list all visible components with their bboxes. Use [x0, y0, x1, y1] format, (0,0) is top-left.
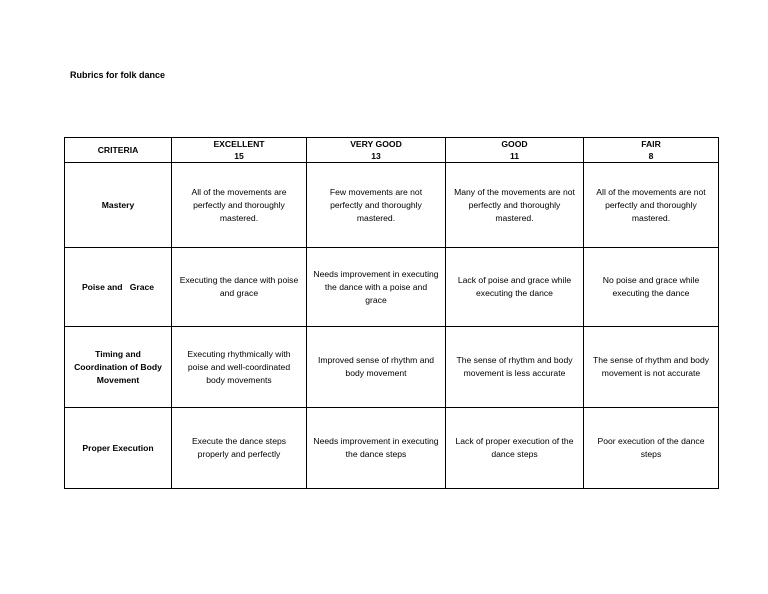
- level-header-very-good: [307, 138, 446, 163]
- criterion-text: Poise and Grace: [81, 281, 155, 292]
- rubric-cell: Needs improvement in executing the dance steps: [307, 408, 446, 489]
- document-title: Rubrics for folk dance: [70, 70, 166, 80]
- rubric-cell: Executing the dance with poise and grace: [172, 248, 307, 327]
- criterion-cell: Mastery: [65, 163, 172, 248]
- rubric-cell: Lack of poise and grace while executing the dance: [446, 248, 584, 327]
- rubric-cell: Lack of proper execution of the dance steps: [446, 408, 584, 489]
- level-score: 13: [371, 151, 381, 161]
- rubric-cell: Improved sense of rhythm and body movement: [307, 327, 446, 408]
- table-row-timing: [65, 327, 719, 408]
- rubric-cell: Poor execution of the dance steps: [584, 408, 719, 489]
- criterion-cell: [65, 248, 172, 327]
- rubric-table: [64, 137, 719, 489]
- level-label: FAIR: [641, 139, 661, 149]
- criteria-header: CRITERIA: [65, 138, 172, 163]
- criterion-cell: Proper Execution: [65, 408, 172, 489]
- criterion-cell: Timing and Coordination of Body Movement: [65, 327, 172, 408]
- level-score: 11: [509, 151, 520, 161]
- rubric-cell: Execute the dance steps properly and perfectly: [172, 408, 307, 489]
- table-row-proper-execution: [65, 408, 719, 489]
- rubric-cell: Few movements are not perfectly and thoroughly mastered.: [307, 163, 446, 248]
- table-row-mastery: [65, 163, 719, 248]
- rubric-cell: All of the movements are not perfectly and thoroughly mastered.: [584, 163, 719, 248]
- level-label: GOOD: [501, 139, 528, 149]
- rubric-cell: The sense of rhythm and body movement is less accurate: [446, 327, 584, 408]
- level-header-fair: [584, 138, 719, 163]
- rubric-cell: All of the movements are perfectly and thoroughly mastered.: [172, 163, 307, 248]
- rubric-cell: Many of the movements are not perfectly and thoroughly mastered.: [446, 163, 584, 248]
- level-score: 15: [234, 151, 244, 161]
- rubric-cell: Needs improvement in executing the dance with a poise and grace: [307, 248, 446, 327]
- header-row: [65, 138, 719, 163]
- level-header-good: [446, 138, 584, 163]
- rubric-cell: No poise and grace while executing the dance: [584, 248, 719, 327]
- level-label: EXCELLENT: [213, 139, 265, 149]
- rubric-cell: The sense of rhythm and body movement is not accurate: [584, 327, 719, 408]
- level-header-excellent: [172, 138, 307, 163]
- rubric-cell: Executing rhythmically with poise and well-coordinated body movements: [172, 327, 307, 408]
- table-row-poise-and-grace: [65, 248, 719, 327]
- level-score: 8: [648, 151, 654, 161]
- level-label: VERY GOOD: [350, 139, 402, 149]
